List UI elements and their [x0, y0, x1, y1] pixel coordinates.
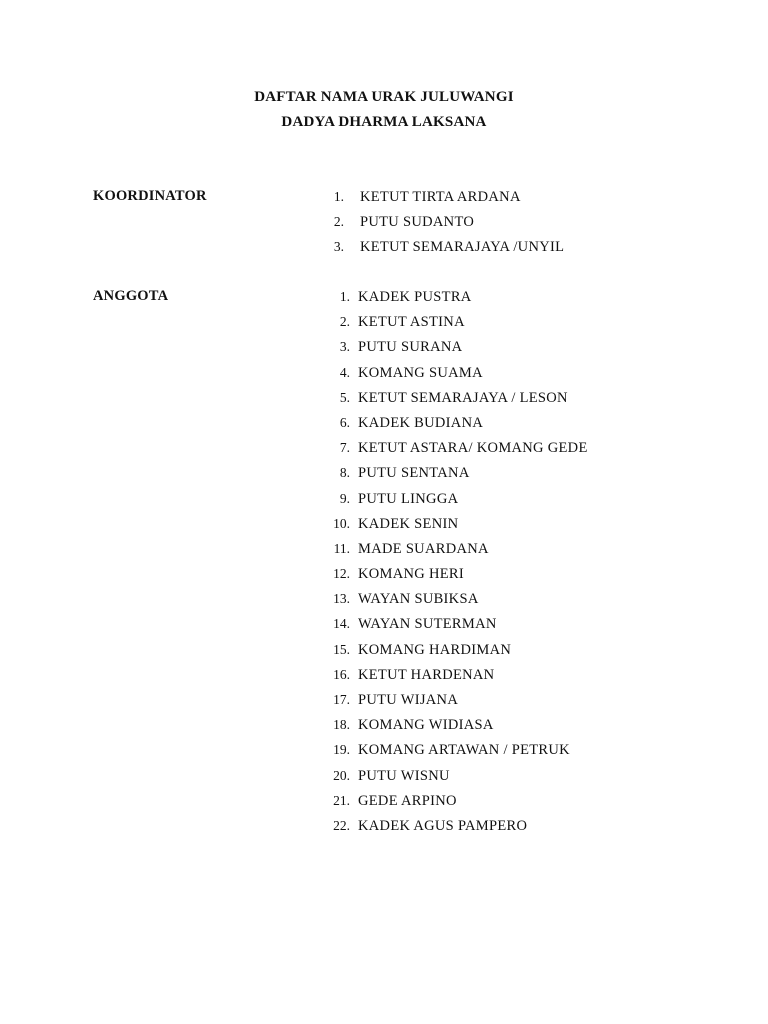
list-item-number: 19.: [333, 742, 350, 758]
anggota-label: ANGGOTA: [93, 288, 169, 304]
list-item-name: KETUT SEMARAJAYA /UNYIL: [360, 239, 565, 256]
list-item-number: 2.: [333, 214, 344, 230]
list-item-number: 17.: [333, 692, 350, 707]
list-item-name: PUTU LINGGA: [358, 490, 459, 507]
list-item: [316, 209, 564, 234]
list-item-name: KOMANG ARTAWAN / PETRUK: [358, 742, 570, 759]
list-item-number: 3.: [333, 239, 344, 255]
list-item: [316, 435, 588, 460]
koordinator-list: [316, 184, 564, 260]
list-item-number: 15.: [333, 641, 350, 657]
list-item: [316, 536, 588, 561]
list-item-name: KADEK AGUS PAMPERO: [358, 817, 528, 834]
list-item-name: MADE SUARDANA: [358, 540, 489, 557]
list-item: [316, 334, 588, 359]
list-item: [316, 234, 564, 259]
list-item-name: KOMANG HERI: [358, 566, 465, 583]
list-item-number: 1.: [333, 189, 344, 204]
list-item-name: KOMANG WIDIASA: [358, 717, 494, 734]
list-item-name: PUTU SENTANA: [358, 465, 470, 482]
list-item-number: 11.: [333, 540, 350, 556]
list-item-number: 4.: [339, 364, 350, 380]
list-item: [316, 763, 588, 788]
list-item-name: PUTU WISNU: [358, 767, 450, 784]
list-item-name: KOMANG SUAMA: [358, 364, 483, 381]
list-item-name: KETUT TIRTA ARDANA: [360, 189, 521, 205]
list-item-name: WAYAN SUTERMAN: [358, 616, 497, 633]
list-item: [316, 284, 588, 309]
list-item: [316, 687, 588, 712]
list-item: [316, 662, 588, 687]
anggota-list: [316, 284, 588, 838]
list-item-number: 5.: [339, 389, 350, 405]
list-item: [316, 410, 588, 435]
list-item-number: 1.: [339, 289, 350, 304]
list-item: [316, 813, 588, 838]
list-item-name: KETUT ASTARA/ KOMANG GEDE: [358, 440, 588, 457]
list-item-name: KADEK PUSTRA: [358, 289, 472, 305]
list-item: [316, 385, 588, 410]
list-item: [316, 309, 588, 334]
list-item-number: 13.: [333, 591, 350, 607]
list-item-number: 22.: [333, 817, 350, 833]
list-item-name: KETUT HARDENAN: [358, 666, 495, 683]
list-item: [316, 360, 588, 385]
list-item: [316, 737, 588, 762]
list-item-name: KADEK BUDIANA: [358, 414, 484, 431]
list-item-number: 14.: [333, 616, 350, 632]
list-item-name: KADEK SENIN: [358, 515, 459, 532]
list-item-number: 2.: [339, 314, 350, 330]
document-title: [0, 85, 768, 135]
list-item-number: 7.: [339, 440, 350, 456]
list-item: [316, 788, 588, 813]
list-item: [316, 184, 564, 209]
list-item: [316, 561, 588, 586]
list-item: [316, 712, 588, 737]
title-line-2: DADYA DHARMA LAKSANA: [281, 114, 487, 130]
list-item: [316, 486, 588, 511]
list-item-number: 10.: [333, 515, 350, 531]
list-item: [316, 637, 588, 662]
list-item-name: KETUT SEMARAJAYA / LESON: [358, 389, 568, 406]
list-item-number: 16.: [333, 666, 350, 682]
list-item-number: 20.: [333, 767, 350, 783]
list-item-number: 12.: [333, 566, 350, 582]
list-item: [316, 586, 588, 611]
title-line-1: DAFTAR NAMA URAK JULUWANGI: [254, 89, 514, 105]
list-item-number: 21.: [333, 792, 350, 808]
list-item-name: PUTU SURANA: [358, 339, 463, 356]
koordinator-label: KOORDINATOR: [93, 188, 207, 204]
list-item-number: 6.: [339, 414, 350, 430]
list-item-number: 3.: [339, 339, 350, 355]
list-item-name: PUTU SUDANTO: [360, 214, 475, 231]
list-item-name: KOMANG HARDIMAN: [358, 641, 512, 658]
list-item-name: WAYAN SUBIKSA: [358, 591, 479, 608]
list-item: [316, 460, 588, 485]
list-item-number: 18.: [333, 717, 350, 733]
list-item: [316, 511, 588, 536]
list-item-number: 8.: [339, 465, 350, 481]
list-item-name: KETUT ASTINA: [358, 314, 465, 331]
list-item-number: 9.: [339, 490, 350, 506]
list-item: [316, 611, 588, 636]
list-item-name: GEDE ARPINO: [358, 792, 457, 809]
list-item-name: PUTU WIJANA: [358, 692, 459, 708]
